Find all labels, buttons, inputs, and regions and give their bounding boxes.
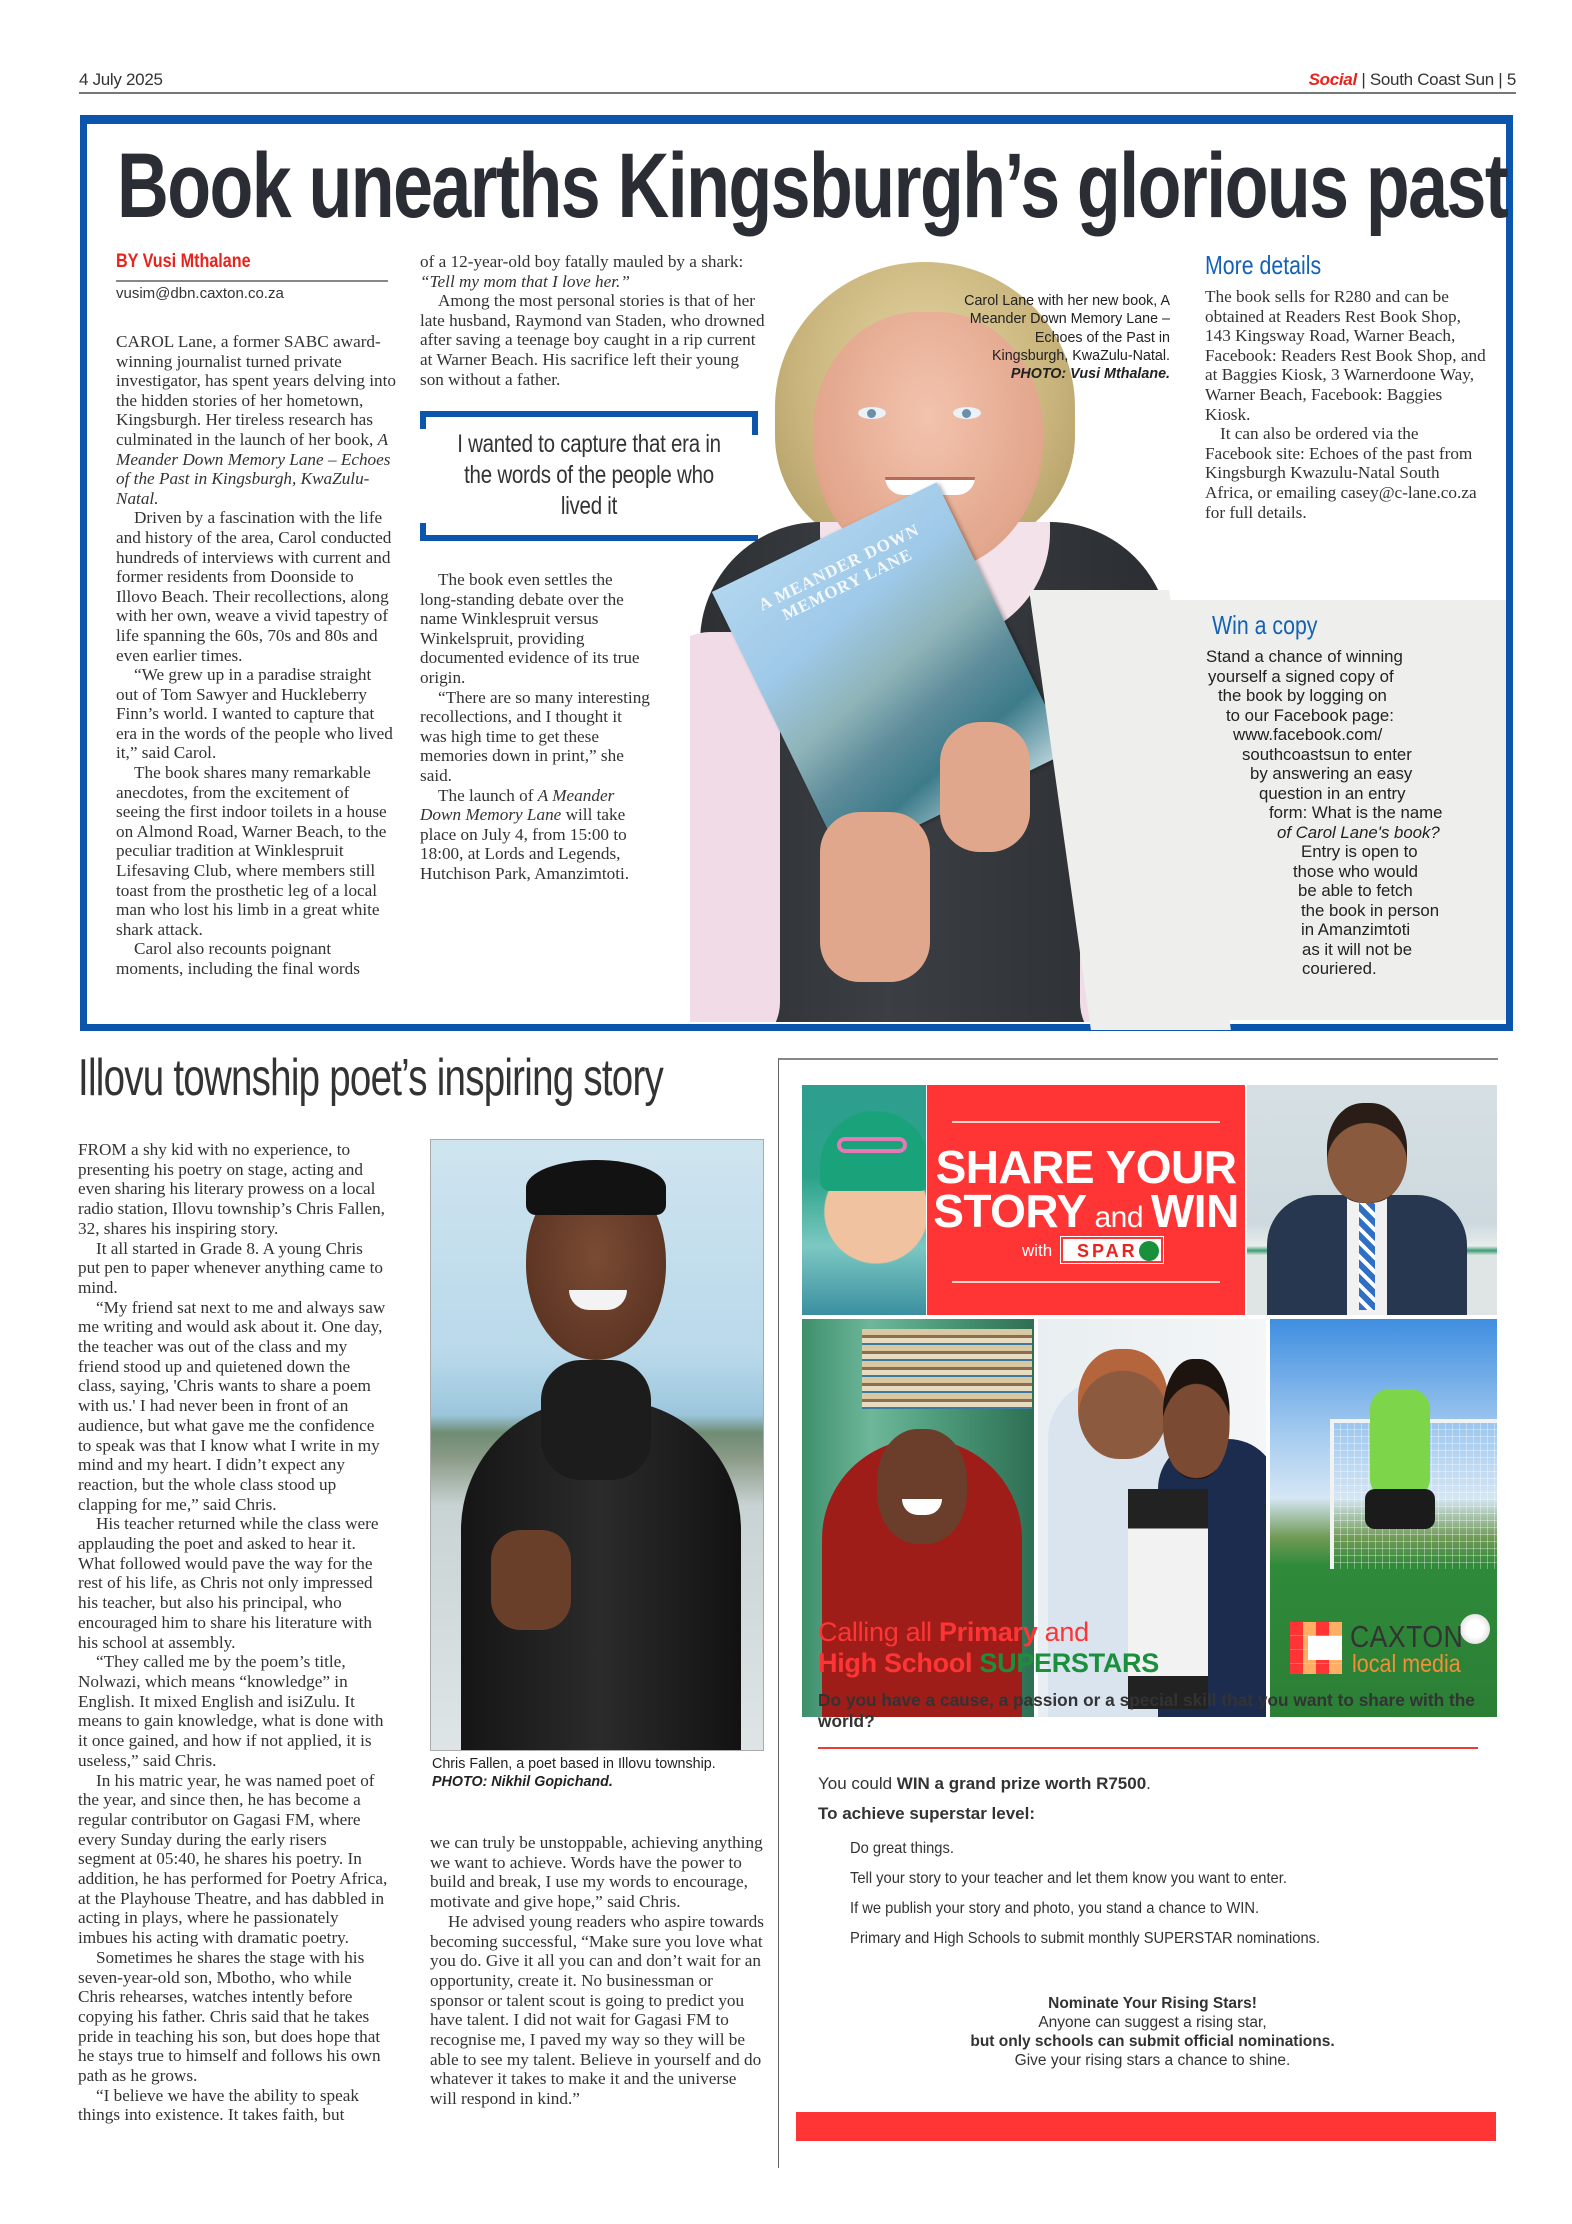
photo-caption: Carol Lane with her new book, A Meander Down Memory Lane – Echoes of the Past in Kingsburgh, KwaZulu-Natal. PHOTO: Vusi Mthalane. bbox=[964, 293, 1170, 383]
story2-column-2: we can truly be unstoppable, achieving anything we want to achieve. Words have the power to build and break, I use my words to encourage, motivate and give hope,” said Chris. He advised young readers who aspire towards becoming successful, “Make sure you love what you do. Give it all you can and don’t wait for an opportunity, create it. No businessman or sponsor or talent scout is going to predict you have talent. I did not wait for Gagasi FM to recognise me, I paved my way so they will be able to see my talent. Believe in yourself and do whatever it takes to make it and the universe will respond in kind.” bbox=[430, 1833, 764, 2109]
page-folio bbox=[1309, 70, 1516, 90]
paragraph: “We grew up in a paradise straight out of Tom Sawyer and Huckleberry Finn’s world. I wanted to capture that era in the words of the people who lived it,” said Carol. bbox=[116, 665, 393, 763]
share-your-story-banner[interactable]: SHARE YOUR STORY and WIN with SPAR bbox=[927, 1085, 1245, 1315]
ad-question: Do you have a cause, a passion or a special skill that you want to share with the world? bbox=[818, 1690, 1475, 1731]
prize-line: You could WIN a grand prize worth R7500. bbox=[818, 1774, 1151, 1793]
caxton-logo-icon bbox=[1290, 1622, 1342, 1674]
photo-credit: PHOTO: Vusi Mthalane. bbox=[1010, 366, 1170, 383]
paragraph: CAROL Lane, a former SABC award-winning journalist turned private investigator, has spent years delving into the hidden stories of her hometown, Kingsburgh. Her tireless research has culminated in the launch of her book, A Meander Down Memory Lane – Echoes of the Past in Kingsburgh, KwaZulu-Natal. bbox=[116, 332, 396, 508]
pull-quote-text: I wanted to capture that era in the words of the people who lived it bbox=[457, 430, 721, 520]
superstar-level-heading: To achieve superstar level: bbox=[818, 1804, 1036, 1823]
student-writing-photo bbox=[1247, 1085, 1497, 1315]
local-media-wordmark: local media bbox=[1352, 1650, 1461, 1678]
step-item: Primary and High Schools to submit monthly SUPERSTAR nominations. bbox=[850, 1930, 1321, 1947]
paragraph: of a 12-year-old boy fatally mauled by a shark: bbox=[420, 252, 744, 271]
photo-credit: PHOTO: Nikhil Gopichand. bbox=[432, 1773, 613, 1790]
spar-tree-icon bbox=[1139, 1241, 1159, 1261]
header-divider bbox=[79, 92, 1516, 94]
paragraph: The book even settles the long-standing debate over the name Winklespruit versus Winkelspruit, providing documented evidence of its true origin. bbox=[420, 570, 640, 687]
win-a-copy-body: Stand a chance of winning yourself a signed copy of the book by logging on to our Facebook page: www.facebook.com/ southcoastsun to enter by answering an easy question in an entry form: What is the name of Carol Lane's book? Entry is open to those who would be able to fetch the book in person in Amanzimtoti as it will not be couriered. bbox=[1206, 647, 1496, 979]
paragraph: The launch of A Meander Down Memory Lane will take place on July 4, from 15:00 to 18:00, at Lords and Legends, Hutchison Park, Amanzimtoti. bbox=[420, 785, 630, 883]
swimmer-photo bbox=[802, 1085, 926, 1315]
spar-logo: SPAR bbox=[1061, 1237, 1163, 1263]
photo-caption: Chris Fallen, a poet based in Illovu township. PHOTO: Nikhil Gopichand. bbox=[432, 1756, 716, 1790]
paragraph: “There are so many interesting recollections, and I thought it was high time to get these memories down in print,” she said. bbox=[420, 687, 650, 785]
facebook-link[interactable]: www.facebook.com/ bbox=[1233, 725, 1383, 744]
ad-divider bbox=[818, 1747, 1478, 1749]
story1-column-2-bottom bbox=[420, 570, 650, 884]
caxton-wordmark: CAXTON bbox=[1350, 1619, 1464, 1654]
more-details-body: The book sells for R280 and can be obtained at Readers Rest Book Shop, 143 Kingsway Road, Warner Beach, Facebook: Readers Rest Book Shop, and at Baggies Kiosk, 3 Warnerdoone Way, Warner Beach, Facebook: Baggies Kiosk. It can also be ordered via the Facebook site: Echoes of the past from Kingsburgh Kwazulu-Natal South Africa, or emailing casey@c-lane.co.za for full details. bbox=[1205, 287, 1486, 522]
step-item: If we publish your story and photo, you stand a chance to WIN. bbox=[850, 1900, 1260, 1917]
nominate-block: Nominate Your Rising Stars! Anyone can suggest a rising star, but only schools can submit official nominations. Give your rising stars a chance to shine. bbox=[970, 1995, 1335, 2069]
story1-headline: Book unearths Kingsburgh’s glorious past bbox=[117, 135, 1508, 237]
paragraph: Among the most personal stories is that of her late husband, Raymond van Staden, who drowned after saving a teenage boy caught in a rip current at Warner Beach. His sacrifice left their young son without a father. bbox=[420, 291, 765, 389]
step-item: Tell your story to your teacher and let them know you want to enter. bbox=[850, 1870, 1287, 1887]
byline-divider bbox=[116, 280, 388, 282]
publication-label: | South Coast Sun | 5 bbox=[1356, 70, 1516, 89]
chris-fallen-photo bbox=[430, 1139, 764, 1751]
quote: “Tell my mom that I love her.” bbox=[420, 271, 630, 291]
story1-column-1 bbox=[116, 332, 396, 979]
book-cover: A MEANDER DOWN MEMORY LANE bbox=[712, 482, 1068, 861]
win-a-copy-heading: Win a copy bbox=[1212, 610, 1318, 640]
section-label: Social bbox=[1308, 70, 1357, 89]
author-email[interactable]: vusim@dbn.caxton.co.za bbox=[116, 285, 284, 302]
byline: BY Vusi Mthalane bbox=[116, 251, 251, 272]
story2-headline: Illovu township poet’s inspiring story bbox=[78, 1049, 664, 1107]
calling-superstars-heading: Calling all Primary and High School SUPERSTARS bbox=[818, 1617, 1159, 1678]
paragraph: Driven by a fascination with the life and history of the area, Carol conducted hundreds of interviews with current and former residents from Doonside to Illovo Beach. Their recollections, along with her own, weave a vivid tapestry of life spanning the 60s, 70s and 80s and even earlier times. bbox=[116, 508, 392, 665]
paragraph: The book shares many remarkable anecdotes, from the excitement of seeing the first indoor toilets in a house on Almond Road, Warner Beach, to the peculiar tradition at Winklespruit Lifesaving Club, where members still toast from the prosthetic leg of a local man who lost his limb in a great white shark attack. bbox=[116, 763, 387, 939]
superstar-steps bbox=[850, 1834, 1361, 1954]
paragraph: Carol also recounts poignant moments, including the final words bbox=[116, 939, 360, 978]
story2-column-1: FROM a shy kid with no experience, to presenting his poetry on stage, acting and even sharing his literary prowess on a local radio station, Illovu township’s Chris Fallen, 32, shares his inspiring story. It all started in Grade 8. A young Chris put pen to paper whenever anything came to mind. “My friend sat next to me and always saw me writing and would ask about it. One day, the teacher was out of the class and my friend stood up and quietened down the class, saying, 'Chris wants to share a poem with us.' I had never been in front of an audience, but what gave me the confidence to speak was that I know what I write in my mind and my heart. I didn’t expect any reaction, but the whole class stood up clapping for me,” said Chris. His teacher returned while the class were applauding the poet and asked to hear it. What followed would pave the way for the rest of his life, as Chris not only impressed his teacher, but also his principal, who encouraged him to share his literature with his school at assembly. “They called me by the poem’s title, Nolwazi, which means “knowledge” in English. It mixed English and isiZulu. It means to gain knowledge, what is done with it once gained, and how if not applied, it is useless,” said Chris. In his matric year, he was named poet of the year, and since then, he has become a regular contributor on Gagasi FM, where every Sunday during the early risers segment at 05:40, he shares his poetry. In addition, he has performed for Poetry Africa, at the Playhouse Theatre, and has dabbled in acting in plays, where he passionately imbues his acting with dramatic poetry. Sometimes he shares the stage with his seven-year-old son, Mbotho, who while Chris rehearses, watches intently before copying his father. Chris said that he takes pride in teaching his son, but does hope that he stays true to himself and follows his own path as he grows. “I believe we have the ability to speak things into existence. It takes faith, but bbox=[78, 1140, 388, 2125]
more-details-heading: More details bbox=[1205, 250, 1322, 280]
step-item: Do great things. bbox=[850, 1840, 954, 1857]
issue-date: 4 July 2025 bbox=[79, 70, 163, 89]
ad-footer-bar bbox=[796, 2112, 1496, 2141]
